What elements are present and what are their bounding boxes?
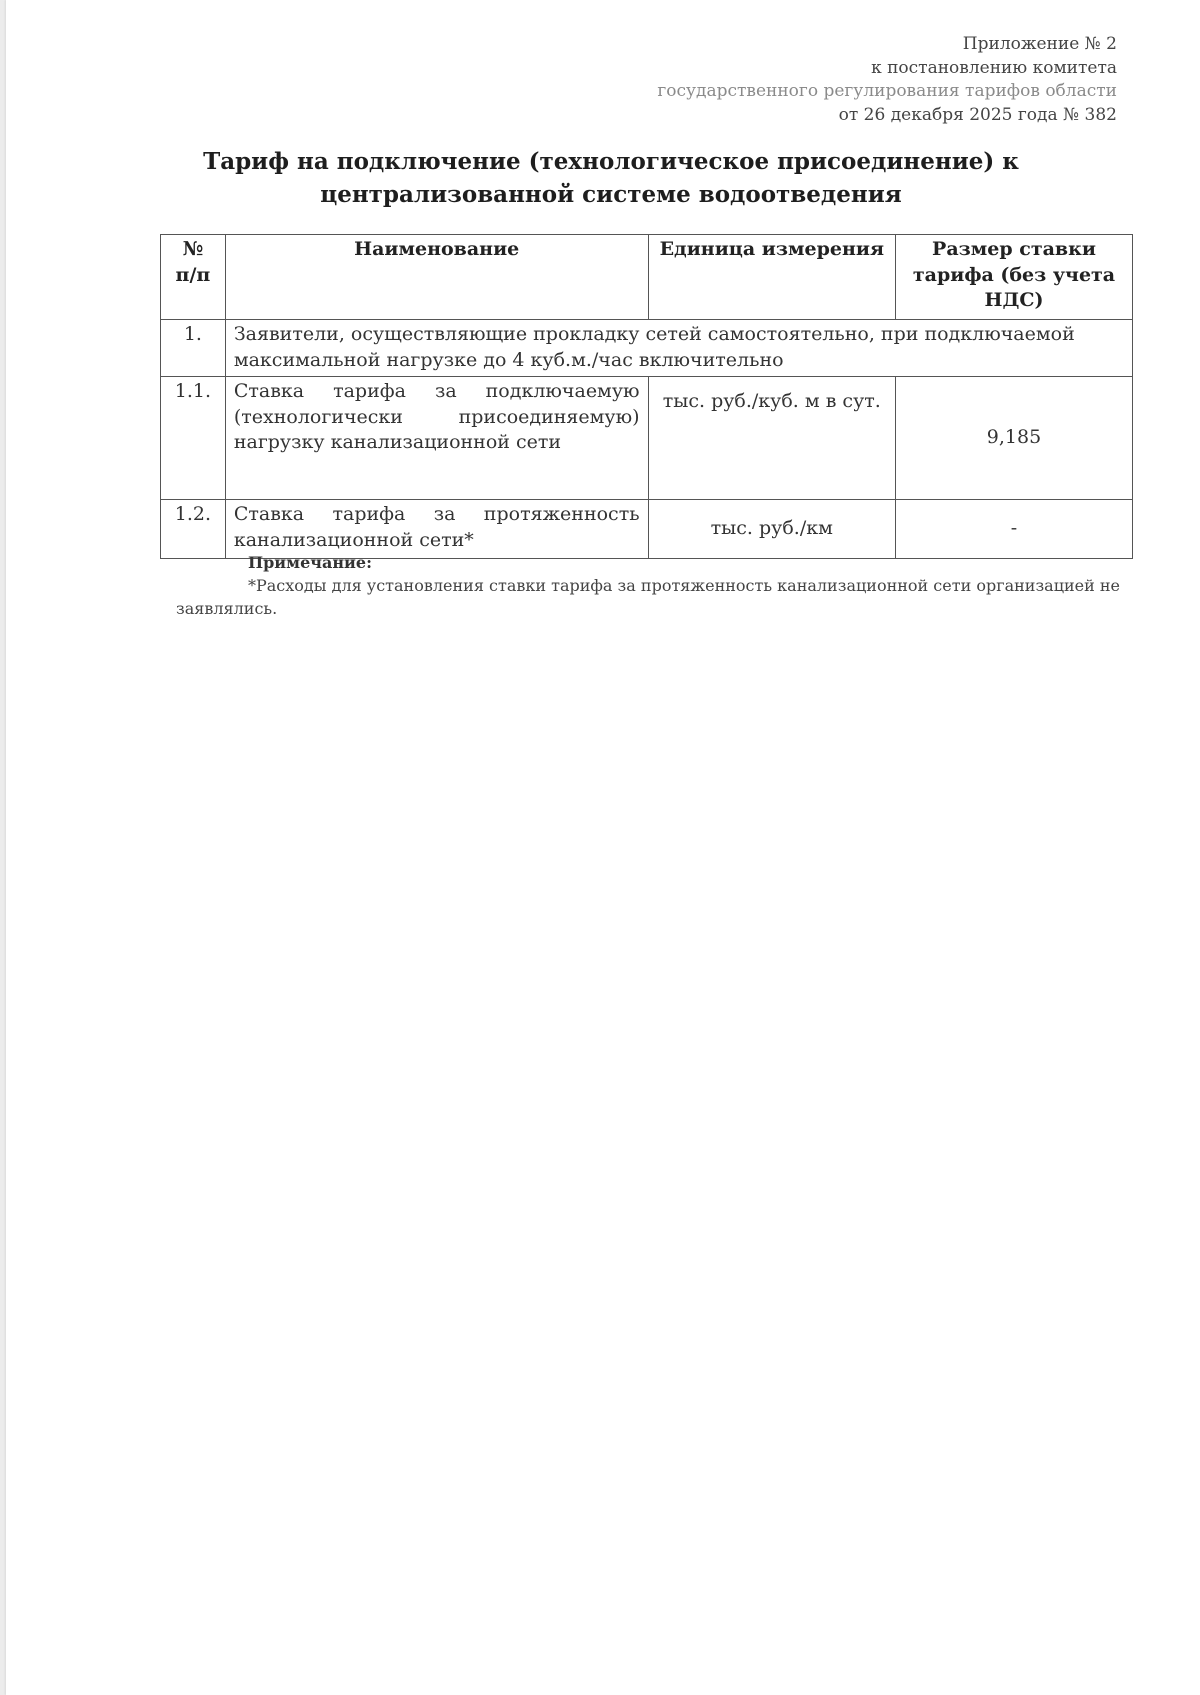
- row-unit: тыс. руб./куб. м в сут.: [648, 377, 895, 500]
- row-num: 1.1.: [161, 377, 226, 500]
- row-name: Ставка тарифа за подключаемую (технологически присоединяемую) нагрузку канализационной сети: [225, 377, 648, 500]
- table-row: [161, 377, 1133, 500]
- approval-line-resolution: к постановлению комитета: [871, 57, 1117, 78]
- approval-line-appendix: Приложение № 2: [962, 34, 1117, 54]
- title-line-1: Тариф на подключение (технологическое присоединение) к: [203, 148, 1019, 175]
- note-block: [176, 551, 1126, 620]
- table-header-row: [161, 235, 1133, 320]
- row-name: Ставка тарифа за протяженность канализационной сети*: [225, 500, 648, 559]
- note-title: Примечание:: [248, 553, 372, 572]
- header-num: № п/п: [161, 235, 226, 320]
- header-unit: Единица измерения: [648, 235, 895, 320]
- approval-block: [657, 33, 1117, 127]
- tariff-table: [160, 234, 1133, 559]
- header-name: Наименование: [225, 235, 648, 320]
- row-num: 1.: [161, 320, 226, 377]
- document-title: [166, 145, 1056, 211]
- title-line-2: централизованной системе водоотведения: [320, 181, 902, 208]
- approval-line-date: от 26 декабря 2025 года № 382: [838, 104, 1117, 125]
- row-rate: 9,185: [895, 377, 1132, 500]
- table-row: [161, 320, 1133, 377]
- header-rate: Размер ставки тарифа (без учета НДС): [895, 235, 1132, 320]
- document-page: [6, 0, 1200, 1695]
- approval-line-committee: государственного регулирования тарифов области: [657, 81, 1117, 101]
- row-rate: -: [895, 500, 1132, 559]
- row-unit: тыс. руб./км: [648, 500, 895, 559]
- row-name: Заявители, осуществляющие прокладку сетей самостоятельно, при подключаемой максимальной нагрузке до 4 куб.м./час включительно: [225, 320, 1132, 377]
- row-num: 1.2.: [161, 500, 226, 559]
- note-text: *Расходы для установления ставки тарифа за протяженность канализационной сети организацией не заявлялись.: [176, 576, 1121, 618]
- table-row: [161, 500, 1133, 559]
